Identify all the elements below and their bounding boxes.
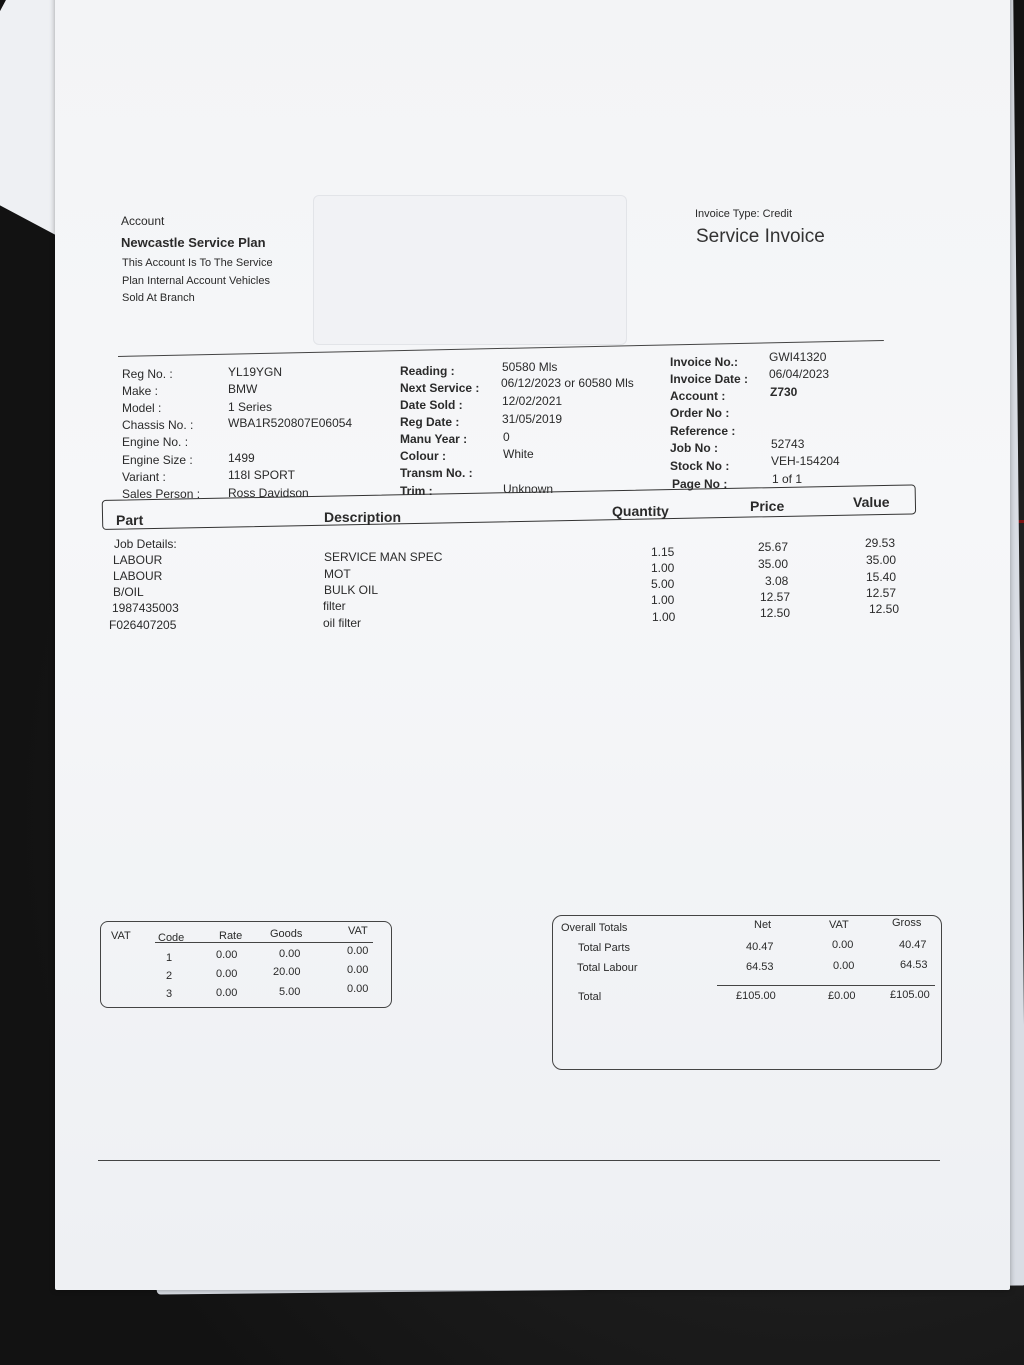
job-details-label: Job Details: — [114, 537, 177, 551]
invoice-date-label: Invoice Date : — [670, 372, 749, 386]
trim-label: Trim : — [400, 484, 433, 498]
vat-rate: 0.00 — [216, 987, 238, 999]
totals-row-label: Total Parts — [578, 942, 630, 954]
vat-col-goods: Goods — [270, 928, 303, 940]
vat-goods: 20.00 — [273, 966, 301, 978]
meta-account-label: Account : — [670, 389, 726, 403]
vat-amount: 0.00 — [347, 945, 369, 957]
line-quantity: 5.00 — [651, 577, 675, 591]
col-value: Value — [853, 494, 890, 510]
reg-no-value: YL19YGN — [228, 365, 283, 379]
vat-goods: 5.00 — [279, 986, 301, 998]
sales-person-value: Ross Davidson — [228, 486, 309, 500]
totals-rule — [717, 985, 935, 986]
line-value: 35.00 — [866, 553, 897, 567]
chassis-value: WBA1R520807E06054 — [228, 416, 353, 430]
col-price: Price — [750, 498, 785, 514]
colour-label: Colour : — [400, 449, 446, 463]
reference-label: Reference : — [670, 424, 736, 438]
total-vat: £0.00 — [828, 990, 856, 1002]
vat-amount: 0.00 — [347, 964, 369, 976]
account-note-line: This Account Is To The Service — [122, 257, 273, 269]
line-price: 35.00 — [758, 557, 789, 571]
date-sold-value: 12/02/2021 — [502, 394, 563, 408]
totals-row-net: 64.53 — [746, 961, 774, 973]
next-service-value: 06/12/2023 or 60580 Mls — [501, 376, 634, 390]
vat-code: 2 — [166, 970, 173, 982]
vat-col-vat: VAT — [348, 925, 368, 937]
order-no-label: Order No : — [670, 406, 730, 420]
job-no-label: Job No : — [670, 441, 718, 455]
account-label: Account — [121, 214, 165, 228]
manu-year-label: Manu Year : — [400, 432, 468, 446]
reading-value: 50580 Mls — [502, 360, 558, 374]
totals-row-vat: 0.00 — [832, 939, 854, 951]
line-price: 25.67 — [758, 540, 789, 554]
line-description: filter — [323, 599, 346, 613]
invoice-no-value: GWI41320 — [769, 350, 827, 364]
line-description: MOT — [324, 567, 351, 581]
model-label: Model : — [122, 401, 162, 415]
col-part: Part — [116, 512, 144, 528]
line-description: BULK OIL — [324, 583, 379, 597]
vat-goods: 0.00 — [279, 948, 301, 960]
totals-row-gross: 40.47 — [899, 939, 927, 951]
account-note-line: Plan Internal Account Vehicles — [122, 275, 270, 287]
invoice-type: Invoice Type: Credit — [695, 208, 793, 220]
invoice-no-label: Invoice No.: — [670, 355, 739, 369]
invoice-page — [55, 0, 1010, 1290]
col-description: Description — [324, 509, 402, 525]
reg-no-label: Reg No. : — [122, 367, 173, 381]
engine-no-label: Engine No. : — [122, 435, 189, 449]
totals-row-gross: 64.53 — [900, 959, 928, 971]
colour-value: White — [503, 447, 534, 461]
make-label: Make : — [122, 384, 159, 398]
date-sold-label: Date Sold : — [400, 398, 463, 412]
engine-size-label: Engine Size : — [122, 453, 193, 467]
vat-rate: 0.00 — [216, 968, 238, 980]
vat-col-rate: Rate — [219, 930, 243, 942]
line-description: oil filter — [323, 616, 362, 630]
line-part: 1987435003 — [112, 601, 179, 615]
line-description: SERVICE MAN SPEC — [324, 550, 443, 564]
next-service-label: Next Service : — [400, 381, 480, 395]
line-quantity: 1.00 — [651, 593, 675, 607]
sales-person-label: Sales Person : — [122, 487, 201, 501]
vat-title: VAT — [111, 930, 131, 942]
model-value: 1 Series — [228, 400, 273, 414]
make-value: BMW — [228, 382, 258, 396]
vat-code: 1 — [166, 952, 173, 964]
page-no-label: Page No : — [672, 477, 728, 491]
line-value: 29.53 — [865, 536, 896, 550]
account-note-line: Sold At Branch — [122, 292, 195, 304]
vat-code: 3 — [166, 988, 173, 1000]
vat-amount: 0.00 — [347, 983, 369, 995]
line-part: B/OIL — [113, 585, 144, 599]
totals-title: Overall Totals — [561, 922, 628, 934]
line-value: 12.57 — [866, 586, 897, 600]
reading-label: Reading : — [400, 364, 455, 378]
totals-col-net: Net — [754, 919, 772, 931]
line-price: 12.50 — [760, 606, 791, 620]
totals-col-vat: VAT — [829, 919, 849, 931]
vat-rate: 0.00 — [216, 949, 238, 961]
transm-no-label: Transm No. : — [400, 466, 473, 480]
invoice-date-value: 06/04/2023 — [769, 367, 830, 381]
line-quantity: 1.00 — [651, 561, 675, 575]
line-part: LABOUR — [113, 553, 163, 567]
envelope-window-area — [313, 195, 627, 345]
chassis-label: Chassis No. : — [122, 418, 194, 432]
line-quantity: 1.15 — [651, 545, 675, 559]
variant-value: 118I SPORT — [228, 468, 295, 482]
footer-rule — [98, 1160, 940, 1161]
line-value: 12.50 — [869, 602, 900, 616]
vat-header-rule — [155, 942, 373, 943]
totals-row-vat: 0.00 — [833, 960, 855, 972]
line-part: LABOUR — [113, 569, 163, 583]
line-price: 3.08 — [765, 574, 789, 588]
reg-date-value: 31/05/2019 — [502, 412, 563, 426]
page-no-value: 1 of 1 — [772, 472, 803, 486]
engine-size-value: 1499 — [228, 451, 255, 465]
total-label: Total — [578, 991, 602, 1003]
reg-date-label: Reg Date : — [400, 415, 460, 429]
col-quantity: Quantity — [612, 503, 669, 519]
totals-row-label: Total Labour — [577, 962, 638, 974]
meta-account-value: Z730 — [770, 385, 798, 399]
line-part: F026407205 — [109, 618, 177, 632]
line-quantity: 1.00 — [652, 610, 676, 624]
manu-year-value: 0 — [503, 430, 510, 444]
account-name: Newcastle Service Plan — [121, 235, 266, 250]
total-net: £105.00 — [736, 990, 776, 1002]
trim-value: Unknown — [503, 482, 554, 496]
line-price: 12.57 — [760, 590, 791, 604]
totals-col-gross: Gross — [892, 917, 922, 929]
variant-label: Variant : — [122, 470, 166, 484]
vat-col-code: Code — [158, 932, 185, 944]
line-value: 15.40 — [866, 570, 897, 584]
job-no-value: 52743 — [771, 437, 805, 451]
invoice-title: Service Invoice — [696, 226, 825, 247]
stock-no-label: Stock No : — [670, 459, 730, 473]
total-gross: £105.00 — [890, 989, 930, 1001]
stock-no-value: VEH-154204 — [771, 454, 840, 468]
totals-row-net: 40.47 — [746, 941, 774, 953]
